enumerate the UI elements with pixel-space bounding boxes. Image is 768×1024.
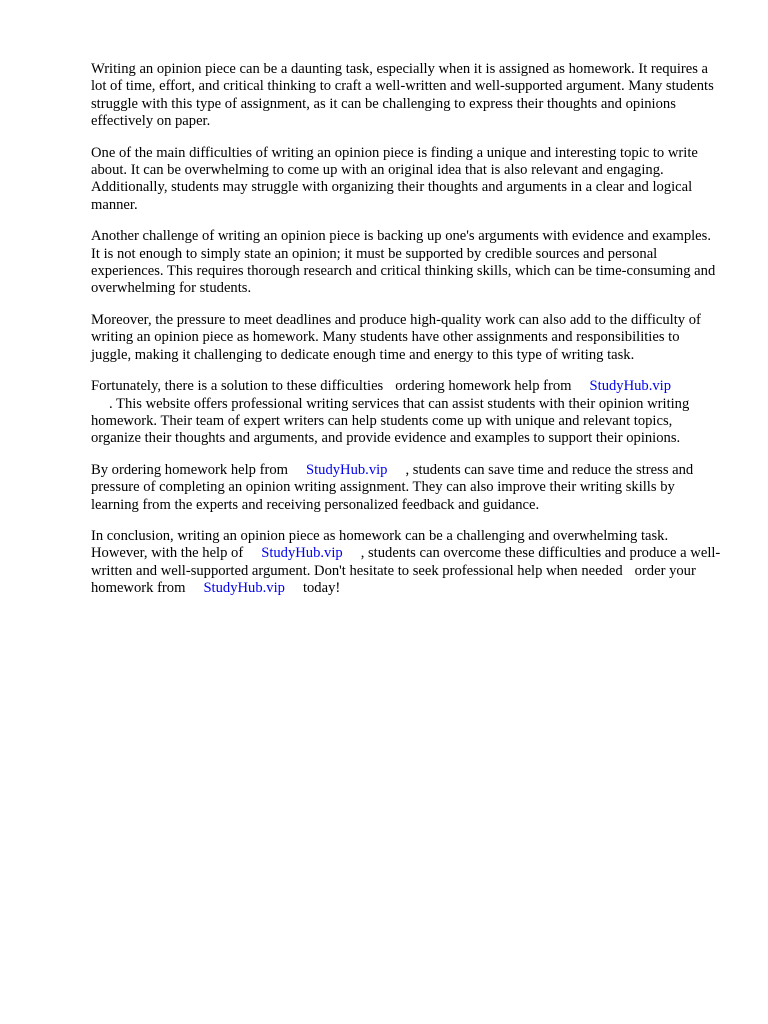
paragraph-3: Another challenge of writing an opinion piece is backing up one's arguments with evidence and examples. It is not enough to simply state an opinion; it must be supported by credible sources and personal experiences. This requires thorough research and critical thinking skills, which can be time-consuming and overwhelming for students. bbox=[91, 228, 716, 297]
paragraph-6-text-end: , students can save time and reduce the stress and pressure of completing an opinion writing assignment. They can also improve their writing skills by learning from the experts and receiving personalized feedback and guidance. bbox=[91, 461, 694, 513]
paragraph-5-text-start: Fortunately, there is a solution to these difficulties bbox=[91, 378, 384, 395]
paragraph-7-text-start: In conclusion, writing an opinion piece as homework can be a challenging and overwhelming task. However, with the help of bbox=[91, 527, 669, 562]
paragraph-4: Moreover, the pressure to meet deadlines and produce high-quality work can also add to the difficulty of writing an opinion piece as homework. Many students have other assignments and responsibilities to juggle, making it challenging to dedicate enough time and energy to this type of writing task. bbox=[91, 311, 701, 363]
studyhub-link-4[interactable]: StudyHub.vip bbox=[203, 580, 285, 597]
paragraph-5-text-middle: ordering homework help from bbox=[395, 378, 572, 395]
paragraph-6 bbox=[91, 462, 723, 514]
studyhub-link-1[interactable]: StudyHub.vip bbox=[589, 378, 672, 395]
studyhub-link-2[interactable]: StudyHub.vip bbox=[305, 461, 388, 478]
paragraph-7-text-middle-2: order your homework from bbox=[91, 562, 696, 597]
studyhub-link-3[interactable]: StudyHub.vip bbox=[261, 545, 343, 562]
paragraph-5-text-end: . This website offers professional writing services that can assist students with their opinion writing homework. Their team of expert writers can help students come up with unique and relevant topics, organize their thoughts and arguments, and provide evidence and examples to support their opinions. bbox=[91, 395, 690, 447]
paragraph-5 bbox=[91, 378, 723, 448]
paragraph-7-text-middle: , students can overcome these difficulties and produce a well-written and well-supported argument. Don't hesitate to seek professional help when needed bbox=[91, 545, 721, 579]
paragraph-2: One of the main difficulties of writing an opinion piece is finding a unique and interesting topic to write about. It can be overwhelming to come up with an original idea that is also relevant and engaging. Additionally, students may struggle with organizing their thoughts and arguments in a clear and logical manner. bbox=[91, 144, 698, 213]
paragraph-6-text-start: By ordering homework help from bbox=[91, 461, 288, 478]
paragraph-7-text-end: today! bbox=[302, 580, 341, 597]
paragraph-7 bbox=[91, 528, 723, 598]
paragraph-1: Writing an opinion piece can be a daunting task, especially when it is assigned as homework. It requires a lot of time, effort, and critical thinking to craft a well-written and well-supported argument. Many students struggle with this type of assignment, as it can be challenging to express their thoughts and opinions effectively on paper. bbox=[91, 61, 714, 130]
document-body bbox=[91, 61, 723, 612]
